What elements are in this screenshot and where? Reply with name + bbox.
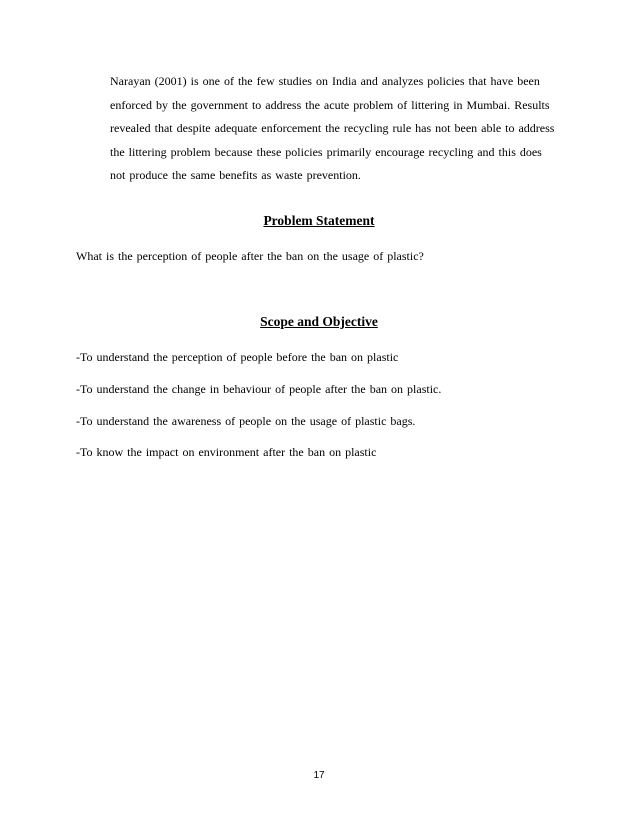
problem-statement-question: What is the perception of people after the ban on the usage of plastic? [76,249,424,263]
objective-item: -To know the impact on environment after the ban on plastic [76,445,377,459]
intro-line: the littering problem because these policies primarily encourage recycling and this does [110,144,542,159]
intro-line: enforced by the government to address the acute problem of littering in Mumbai. Results [110,97,550,112]
intro-line: not produce the same benefits as waste prevention. [110,168,361,182]
intro-line: Narayan (2001) is one of the few studies on India and analyzes policies that have been [110,74,540,88]
page-number: 17 [313,770,325,781]
scope-objective-heading: Scope and Objective [260,314,378,329]
intro-line: revealed that despite adequate enforcement the recycling rule has not been able to address [110,121,555,135]
problem-statement-heading: Problem Statement [263,213,375,228]
objective-item: -To understand the change in behaviour of people after the ban on plastic. [76,382,442,396]
objective-item: -To understand the awareness of people on the usage of plastic bags. [76,414,416,428]
intro-paragraph [110,70,570,188]
objective-item: -To understand the perception of people before the ban on plastic [76,350,399,364]
